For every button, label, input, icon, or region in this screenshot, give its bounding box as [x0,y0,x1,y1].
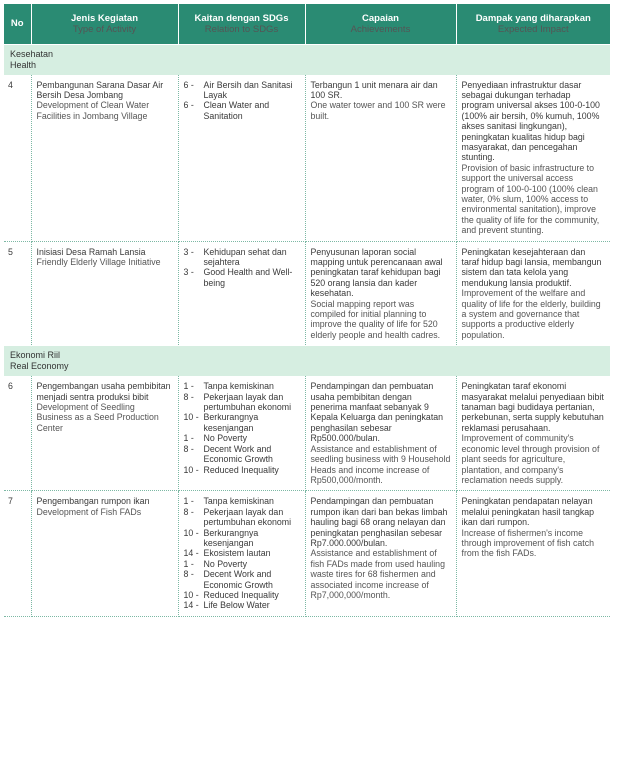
impact-cell [456,241,610,346]
sdg-label: Pekerjaan layak dan pertumbuhan ekonomi [203,391,292,413]
category-label-en: Real Economy [10,361,69,372]
sdg-cell [178,75,305,242]
sdg-number: 8 - [183,506,194,517]
sdg-label: Reduced Inequality [203,589,279,600]
impact-en: Improvement of the welfare and quality of life for the elderly, building a system and governance that supports a productive elderly population. [461,288,601,340]
sdg-item [184,247,300,268]
sdg-label: Life Below Water [203,600,270,611]
sdg-label: Decent Work and Economic Growth [203,443,273,465]
sdg-number: 1 - [183,433,194,444]
achievement-id: Terbangun 1 unit menara air dan 100 SR. [310,79,438,100]
sdg-item [184,507,300,528]
table-header [4,4,610,44]
header-impact: Dampak yang diharapkan Expected Impact [456,4,610,44]
activity-id: Pengembangan rumpon ikan [36,496,150,507]
sdg-item [184,267,300,288]
header-sdg: Kaitan dengan SDGs Relation to SDGs [178,4,305,44]
achievement-id: Penyusunan laporan social mapping untuk perencanaan awal peningkatan taraf kehidupan bagi 520 orang lansia dan kader kesehatan. [310,246,443,299]
activity-cell [31,491,178,616]
table-body [4,44,610,616]
sdg-number: 8 - [183,569,194,580]
table-row [4,241,610,346]
sdg-number: 3 - [183,267,194,278]
sdg-item [184,100,300,121]
table-row [4,376,610,491]
impact-en: Increase of fishermen's income through improvement of fish catch from the fish FADs. [461,527,595,559]
sdg-label: Berkurangnya kesenjangan [203,527,259,548]
achievement-cell [305,241,456,346]
achievement-en: One water tower and 100 SR were built. [310,100,446,121]
achievement-cell [305,376,456,491]
sdg-item [184,80,300,101]
sdg-item [184,559,300,569]
sdg-number: 1 - [183,381,194,392]
sdg-number: 6 - [183,100,194,111]
category-cell [4,44,610,75]
sdg-item [184,381,300,391]
achievement-en: Assistance and establishment of seedling business with 9 Household Heads and income increase of Rp500,000/month. [310,443,451,485]
header-achievement: Capaian Achievements [305,4,456,44]
activity-en: Development of Clean Water Facilities in Jombang Village [36,100,150,121]
row-number: 7 [4,491,31,616]
row-number: 4 [4,75,31,242]
sdg-number: 6 - [183,79,194,90]
sdg-item [184,548,300,558]
sdg-label: Decent Work and Economic Growth [203,569,273,590]
sdg-number: 10 - [183,589,199,600]
sdg-label: No Poverty [203,558,248,569]
achievement-en: Assistance and establishment of fish FADs made from used hauling waste tires for 68 fishermen and associated income increase of Rp7,000,000/month. [310,548,445,600]
impact-id: Peningkatan kesejahteraan dan taraf hidup bagi lansia, membangun sistem dan tata kelola yang mendukung lansia produktif. [461,246,602,288]
achievement-id: Pendampingan dan pembuatan rumpon ikan dari ban bekas limbah hauling bagi 68 orang nelayan dan peningkatan penghasilan sebesar Rp7.000.000/bulan. [310,496,448,548]
sdg-number: 8 - [183,391,194,402]
achievement-en: Social mapping report was compiled for initial planning to improve the quality of life for 520 elderly people and health cadres. [310,298,441,340]
impact-en: Improvement of community's economic level through provision of plant seeds for agriculture, plantation, and company's reclamation needs supply. [461,433,600,485]
impact-cell [456,491,610,616]
sdg-number: 14 - [183,548,199,559]
table-row [4,491,610,616]
sdg-item [184,392,300,413]
sdg-item [184,528,300,549]
sdg-cell [178,491,305,616]
impact-en: Provision of basic infrastructure to support the universal access program of 100-0-100 (100% clean water, 0% slum, 100% access to environmental sanitation), improve the quality of life for the community, and prevent stunting. [461,162,600,236]
sdg-item [184,600,300,610]
sdg-item [184,465,300,475]
sdg-item [184,412,300,433]
impact-id: Peningkatan taraf ekonomi masyarakat melalui penyediaan bibit tanaman bagi budidaya pertanian, perkebunan, serta supply kebutuhan reklamasi perusahaan. [461,381,604,433]
sdg-number: 10 - [183,464,199,475]
sdg-item [184,444,300,465]
sdg-label: Tanpa kemiskinan [203,496,274,507]
sdg-item [184,433,300,443]
header-no: No [4,4,31,44]
activity-en: Development of Seedling Business as a Seed Production Center [36,402,159,433]
sdg-cell [178,376,305,491]
activity-id: Pembangunan Sarana Dasar Air Bersih Desa Jombang [36,79,164,100]
achievement-cell [305,75,456,242]
sdg-number: 10 - [183,412,199,423]
impact-cell [456,75,610,242]
row-number: 6 [4,376,31,491]
activity-cell [31,376,178,491]
table-row [4,75,610,242]
category-label-en: Health [10,59,37,70]
sdg-cell [178,241,305,346]
impact-id: Peningkatan pendapatan nelayan melalui peningkatan hasil tangkap ikan dari rumpon. [461,496,595,528]
activity-cell [31,75,178,242]
category-cell [4,346,610,377]
sdg-item [184,590,300,600]
category-row [4,346,610,377]
sdg-number: 14 - [183,600,199,611]
activity-en: Development of Fish FADs [36,506,142,517]
sdg-label: No Poverty [203,433,248,444]
sdg-number: 1 - [183,558,194,569]
sdg-number: 10 - [183,527,199,538]
sdg-number: 3 - [183,246,194,257]
activity-id: Pengembangan usaha pembibitan menjadi sentra produksi bibit [36,381,171,402]
sdg-number: 1 - [183,496,194,507]
sdg-label: Kehidupan sehat dan sejahtera [203,246,287,267]
row-number: 5 [4,241,31,346]
category-row [4,44,610,75]
sdg-number: 8 - [183,443,194,454]
sdg-label: Good Health and Well-being [203,267,293,288]
sdg-item [184,569,300,590]
sdg-item [184,496,300,506]
category-label: Ekonomi Riil [10,350,61,361]
category-label: Kesehatan [10,48,54,59]
sdg-label: Clean Water and Sanitation [203,100,270,121]
impact-id: Penyediaan infrastruktur dasar sebagai dukungan terhadap program universal akses 100-0-100 (100% air bersih, 0% kumuh, 100% akses sanitasi lingkungan), peningkatan kualitas hidup bagi masyarakat, dan pencegahan stunting. [461,79,600,163]
sdg-label: Tanpa kemiskinan [203,381,274,392]
achievement-cell [305,491,456,616]
sdg-label: Reduced Inequality [203,464,279,475]
sdg-activity-table [4,4,610,617]
sdg-label: Berkurangnya kesenjangan [203,412,259,433]
sdg-label: Ekosistem lautan [203,548,271,559]
achievement-id: Pendampingan dan pembuatan usaha pembibitan dengan penerima manfaat sebanyak 9 Kepala Keluarga dan peningkatan penghasilan sebesar Rp500.000/bulan. [310,381,444,444]
sdg-label: Air Bersih dan Sanitasi Layak [203,79,293,100]
activity-id: Inisiasi Desa Ramah Lansia [36,246,146,257]
sdg-label: Pekerjaan layak dan pertumbuhan ekonomi [203,506,292,528]
activity-en: Friendly Elderly Village Initiative [36,257,161,267]
impact-cell [456,376,610,491]
header-activity: Jenis Kegiatan Type of Activity [31,4,178,44]
activity-cell [31,241,178,346]
